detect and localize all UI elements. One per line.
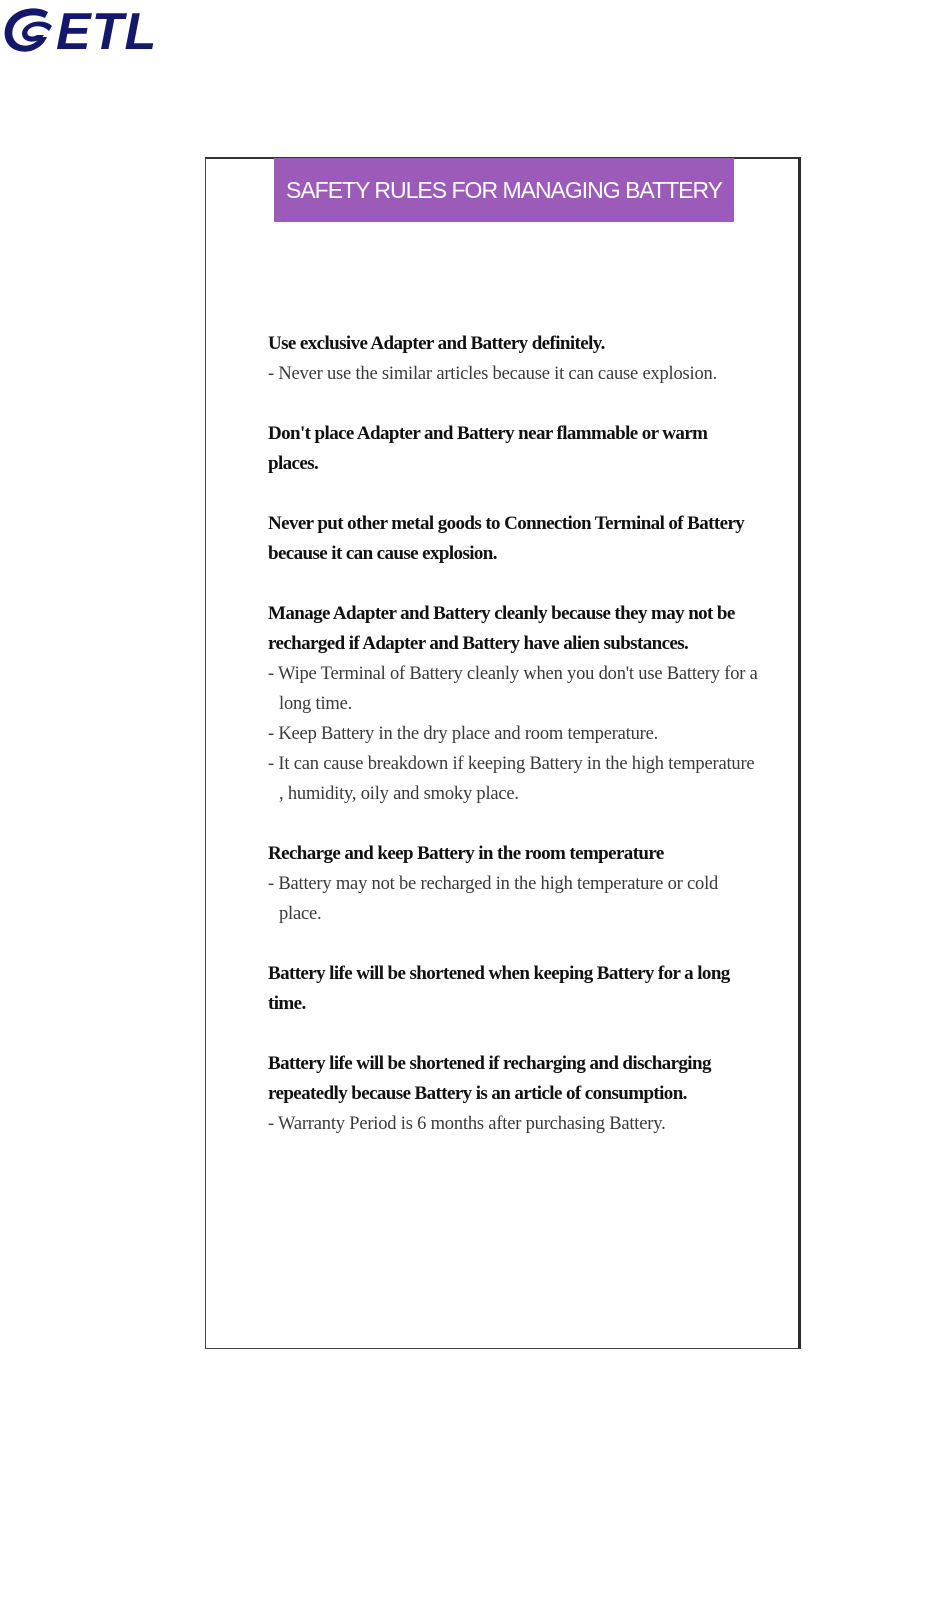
rule-note: - Battery may not be recharged in the high temperature or cold place.: [268, 874, 719, 924]
rule-note: - Warranty Period is 6 months after purchasing Battery.: [268, 1114, 666, 1134]
rule-title: Battery life will be shortened when keeping Battery for a long time.: [268, 963, 730, 1014]
rule-section: [268, 329, 758, 389]
rule-note: - Wipe Terminal of Battery cleanly when you don't use Battery for a long time.: [268, 664, 758, 714]
rule-title: Never put other metal goods to Connection Terminal of Battery because it can cause explosion.: [268, 513, 745, 564]
rule-notes: [268, 359, 758, 389]
logo-text: ETL: [56, 3, 158, 61]
rule-section: [268, 599, 758, 809]
rule-notes: [268, 869, 758, 929]
rules-list: [268, 329, 758, 1169]
rule-title: Manage Adapter and Battery cleanly because they may not be recharged if Adapter and Battery have alien substances.: [268, 603, 735, 654]
rule-section: [268, 419, 758, 479]
rule-section: [268, 959, 758, 1019]
rule-section: [268, 1049, 758, 1139]
swirl-logo-icon: [0, 4, 58, 58]
rule-title: Use exclusive Adapter and Battery definitely.: [268, 333, 605, 354]
rule-note: - Keep Battery in the dry place and room temperature.: [268, 724, 659, 744]
rule-title: Recharge and keep Battery in the room temperature: [268, 843, 664, 864]
rule-notes: [268, 1109, 758, 1139]
rule-title: Battery life will be shortened if recharging and discharging repeatedly because Battery is an article of consumption.: [268, 1053, 711, 1104]
rule-notes: [268, 659, 758, 809]
page-title-banner: SAFETY RULES FOR MANAGING BATTERY: [274, 158, 734, 222]
safety-rules-card: [205, 157, 801, 1349]
rule-note: - It can cause breakdown if keeping Battery in the high temperature , humidity, oily and smoky place.: [268, 754, 755, 804]
rule-note: - Never use the similar articles because it can cause explosion.: [268, 364, 718, 384]
etl-logo: [0, 0, 165, 62]
rule-section: [268, 509, 758, 569]
rule-title: Don't place Adapter and Battery near flammable or warm places.: [268, 423, 708, 474]
rule-section: [268, 839, 758, 929]
